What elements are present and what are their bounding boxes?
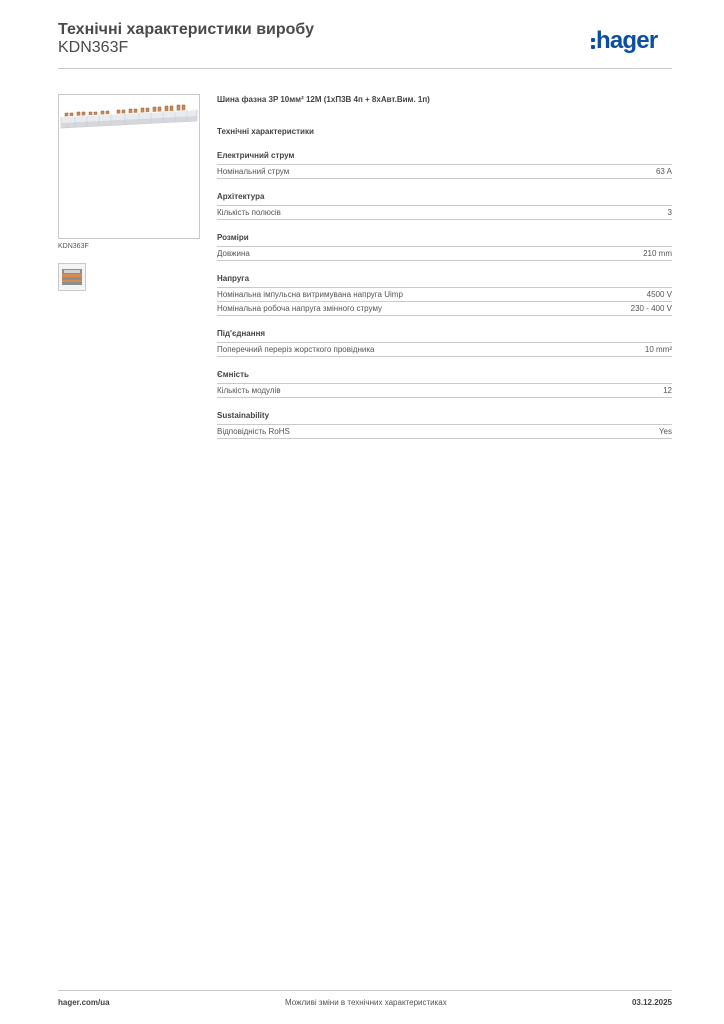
spec-group <box>217 328 672 357</box>
spec-label: Номінальна імпульсна витримувана напруга Uimp <box>217 290 403 299</box>
spec-group-title: Sustainability <box>217 410 672 425</box>
page-title: Технічні характеристики виробу <box>58 21 314 38</box>
spec-row <box>217 384 672 398</box>
product-name: Шина фазна 3P 10мм² 12M (1хП3В 4п + 8хАвт.Вим. 1п) <box>217 95 430 104</box>
spec-row <box>217 288 672 302</box>
thumbnail-image <box>59 264 85 290</box>
spec-group <box>217 369 672 398</box>
spec-group <box>217 232 672 261</box>
spec-row <box>217 165 672 179</box>
image-caption: KDN363F <box>58 243 89 250</box>
spec-row <box>217 425 672 439</box>
footer-date: 03.12.2025 <box>631 998 672 1007</box>
section-title: Технічні характеристики <box>217 127 314 136</box>
spec-group-title: Під'єднання <box>217 328 672 343</box>
spec-group <box>217 410 672 439</box>
spec-group-title: Напруга <box>217 273 672 288</box>
hager-logo[interactable] <box>591 29 657 53</box>
spec-label: Довжина <box>217 249 250 258</box>
header-divider <box>58 68 672 69</box>
spec-group-title: Розміри <box>217 232 672 247</box>
spec-row <box>217 302 672 316</box>
product-thumbnail[interactable] <box>58 263 86 291</box>
spec-value: 3 <box>667 208 672 217</box>
footer-website-link[interactable]: hager.com/ua <box>58 998 110 1007</box>
spec-label: Відповідність RoHS <box>217 427 290 436</box>
product-image[interactable] <box>58 94 200 239</box>
spec-label: Кількість модулів <box>217 386 281 395</box>
spec-value: 63 A <box>655 167 672 176</box>
spec-group <box>217 150 672 179</box>
spec-label: Кількість полюсів <box>217 208 281 217</box>
footer-divider <box>58 990 672 991</box>
spec-label: Номінальний струм <box>217 167 290 176</box>
spec-value: 4500 V <box>646 290 672 299</box>
spec-groups <box>217 150 672 439</box>
spec-content <box>217 94 672 439</box>
spec-row <box>217 343 672 357</box>
spec-group <box>217 273 672 316</box>
spec-group-title: Архітектура <box>217 191 672 206</box>
spec-group-title: Електричний струм <box>217 150 672 165</box>
product-code: KDN363F <box>58 39 129 56</box>
spec-row <box>217 206 672 220</box>
spec-value: 10 mm² <box>644 345 672 354</box>
spec-label: Поперечний переріз жорсткого провідника <box>217 345 375 354</box>
spec-label: Номінальна робоча напруга змінного струму <box>217 304 383 313</box>
spec-value: 12 <box>663 386 672 395</box>
spec-value: Yes <box>658 427 672 436</box>
logo-text: hager <box>596 27 658 54</box>
spec-value: 230 - 400 V <box>630 304 672 313</box>
spec-row <box>217 247 672 261</box>
footer-disclaimer: Можливі зміни в технічних характеристиках <box>285 998 447 1007</box>
busbar-illustration <box>59 95 199 238</box>
logo-dots-icon <box>591 38 595 49</box>
spec-value: 210 mm <box>643 249 672 258</box>
spec-group-title: Ємність <box>217 369 672 384</box>
spec-group <box>217 191 672 220</box>
